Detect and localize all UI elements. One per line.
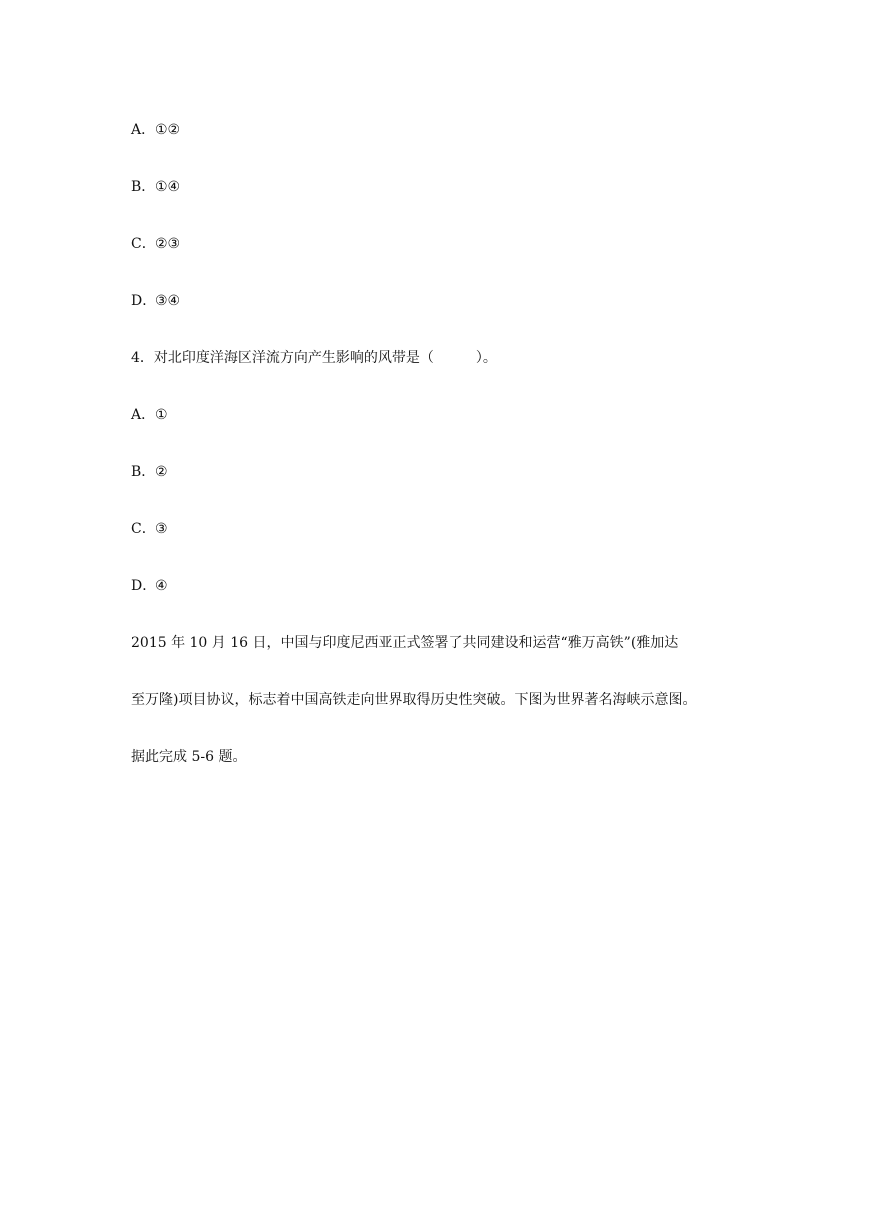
- q4-option-a: [131, 406, 168, 424]
- option-letter: B．: [131, 179, 156, 195]
- option-text: ①: [155, 407, 168, 423]
- q4-option-d: [131, 577, 168, 595]
- passage-line-3: 据此完成 5-6 题。: [131, 749, 247, 765]
- option-letter: C．: [131, 236, 156, 252]
- option-text: ①②: [155, 122, 181, 138]
- option-letter: A．: [131, 122, 156, 138]
- q4-option-c: [131, 520, 168, 538]
- option-letter: D．: [131, 578, 157, 594]
- option-letter: D．: [131, 293, 157, 309]
- q3-option-c: [131, 235, 180, 253]
- option-letter: B．: [131, 464, 156, 480]
- option-text: ③: [155, 521, 168, 537]
- q3-option-d: [131, 292, 180, 310]
- q4-option-b: [131, 463, 168, 481]
- option-letter: A．: [131, 407, 156, 423]
- q3-option-b: [131, 178, 180, 196]
- option-text: ③④: [155, 293, 181, 309]
- option-text: ①④: [155, 179, 181, 195]
- option-text: ④: [155, 578, 168, 594]
- q3-option-a: [131, 121, 180, 139]
- passage-line-1: 2015 年 10 月 16 日，中国与印度尼西亚正式签署了共同建设和运营“雅万高铁”(雅加达: [131, 635, 679, 651]
- option-text: ②: [155, 464, 168, 480]
- option-letter: C．: [131, 521, 156, 537]
- passage-line-2: 至万隆)项目协议，标志着中国高铁走向世界取得历史性突破。下图为世界著名海峡示意图。: [131, 692, 697, 708]
- option-text: ②③: [155, 236, 181, 252]
- q4-stem: 4．对北印度洋海区洋流方向产生影响的风带是（ ）。: [131, 350, 497, 366]
